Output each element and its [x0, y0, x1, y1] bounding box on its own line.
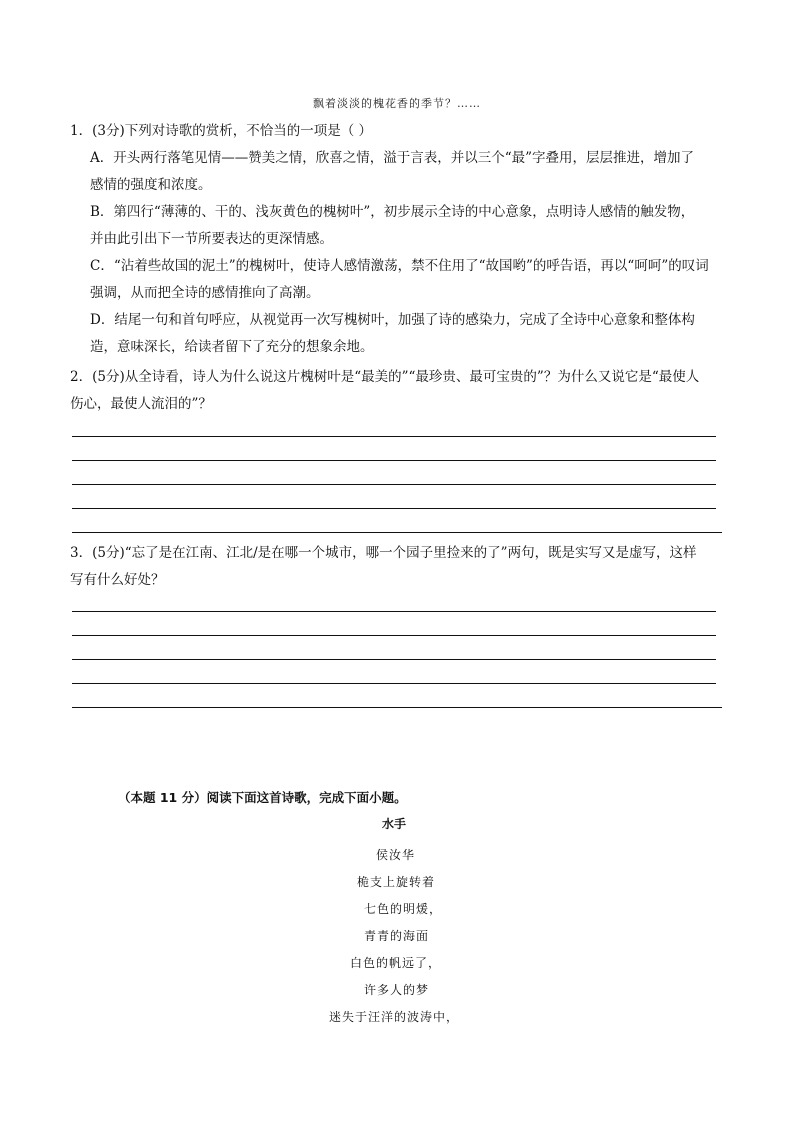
poem-line: 迷失于汪洋的波涛中，	[329, 1010, 460, 1024]
option-d-line2: 造，意味深长，给读者留下了充分的想象余地。	[90, 339, 374, 355]
question-2	[70, 364, 730, 418]
option-c-line1: C．“沾着些故国的泥土”的槐树叶，使诗人感情激荡，禁不住用了“故国哟”的呼告语，再以“呵呵”的叹词	[90, 258, 709, 274]
question-3-line1: 3．(5分)“忘了是在江南、江北/是在哪一个城市，哪一个园子里捡来的了”两句，既是实写又是虚写，这样	[70, 545, 697, 561]
section-intro: （本题 11 分）阅读下面这首诗歌，完成下面小题。	[118, 790, 407, 805]
question-3-line2: 写有什么好处？	[70, 572, 165, 588]
option-b-line2: 并由此引出下一节所要表达的更深情感。	[90, 231, 333, 247]
answer-line[interactable]	[72, 484, 716, 485]
question-2-line1: 2．(5分)从全诗看，诗人为什么说这片槐树叶是“最美的”“最珍贵、最可宝贵的”？为什么又说它是“最使人	[70, 369, 700, 385]
poem-line: 许多人的梦	[364, 983, 430, 997]
poem-line: 白色的帆远了，	[350, 956, 442, 970]
option-b-line1: B．第四行“薄薄的、干的、浅灰黄色的槐树叶”，初步展示全诗的中心意象，点明诗人感情的触发物，	[90, 204, 695, 220]
answer-line[interactable]	[72, 707, 722, 708]
answer-line[interactable]	[72, 532, 722, 533]
poem-line: 桅支上旋转着	[357, 875, 436, 889]
answer-line[interactable]	[72, 635, 716, 636]
answer-line[interactable]	[72, 659, 716, 660]
question-1-stem: 1．(3分)下列对诗歌的赏析，不恰当的一项是（ ）	[70, 123, 373, 139]
poem-title: 水手	[382, 817, 407, 831]
poem-line: 青青的海面	[364, 929, 430, 943]
answer-line[interactable]	[72, 436, 716, 437]
poem-line: 七色的明煖，	[364, 902, 443, 916]
option-d-line1: D．结尾一句和首句呼应，从视觉再一次写槐树叶，加强了诗的感染力，完成了全诗中心意象和整体构	[90, 312, 695, 328]
question-2-line2: 伤心，最使人流泪的”？	[70, 396, 212, 412]
answer-line[interactable]	[72, 611, 716, 612]
option-a-line2: 感情的强度和浓度。	[90, 177, 212, 193]
answer-line[interactable]	[72, 460, 716, 461]
answer-line[interactable]	[72, 508, 716, 509]
question-3	[70, 540, 730, 594]
option-c-line2: 强调，从而把全诗的感情推向了高潮。	[90, 285, 320, 301]
poem-author: 侯汝华	[376, 848, 416, 862]
previous-poem-last-line: 飘着淡淡的槐花香的季节？……	[313, 97, 481, 110]
option-a-line1: A．开头两行落笔见情——赞美之情，欣喜之情，溢于言表，并以三个“最”字叠用，层层推进，增加了	[90, 150, 695, 166]
question-1	[70, 118, 730, 361]
answer-line[interactable]	[72, 683, 716, 684]
